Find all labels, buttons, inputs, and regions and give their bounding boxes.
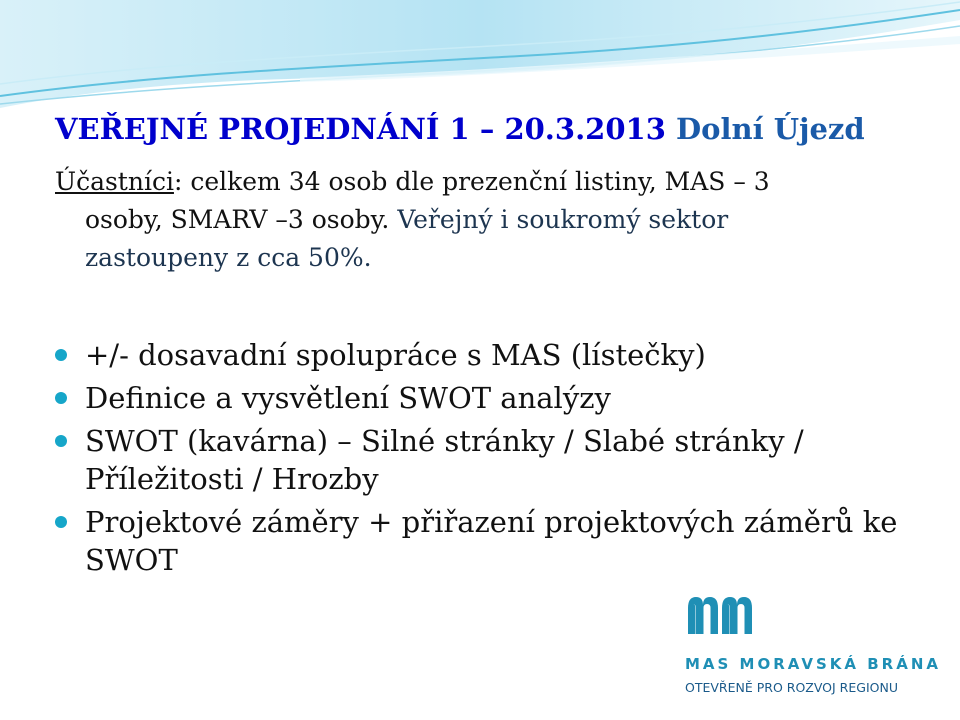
mm-logo-mark-icon	[685, 592, 755, 636]
bullet-text: SWOT (kavárna) – Silné stránky / Slabé stránky / Příležitosti / Hrozby	[85, 424, 804, 496]
agenda-bullet-list	[55, 336, 945, 584]
bullet-item	[55, 336, 945, 374]
bullet-text: +/- dosavadní spolupráce s MAS (lístečky)	[85, 338, 706, 372]
participants-paragraph	[55, 163, 915, 277]
bullet-item	[55, 503, 945, 579]
slide-title	[55, 112, 865, 146]
participants-line-3: zastoupeny z cca 50%.	[85, 243, 372, 272]
participants-line-1: : celkem 34 osob dle prezenční listiny, MAS – 3	[173, 167, 770, 196]
logo-tagline: OTEVŘENĚ PRO ROZVOJ REGIONU	[685, 680, 898, 695]
header-wave-decoration	[0, 0, 960, 120]
bullet-text: Projektové záměry + přiřazení projektových záměrů ke SWOT	[85, 505, 898, 577]
bullet-dot-icon	[55, 516, 67, 528]
title-main: VEŘEJNÉ PROJEDNÁNÍ 1 –	[55, 112, 505, 146]
participants-line-2a: osoby, SMARV –3 osoby.	[85, 205, 390, 234]
bullet-dot-icon	[55, 392, 67, 404]
bullet-text: Definice a vysvětlení SWOT analýzy	[85, 381, 611, 415]
title-date: 20.3.2013	[504, 112, 666, 146]
bullet-item	[55, 379, 945, 417]
logo-name: MAS MORAVSKÁ BRÁNA	[685, 655, 942, 673]
bullet-item	[55, 422, 945, 498]
title-place: Dolní Újezd	[665, 112, 865, 146]
mas-moravska-brana-logo	[668, 570, 960, 720]
bullet-dot-icon	[55, 349, 67, 361]
participants-line-2	[55, 201, 915, 239]
bullet-dot-icon	[55, 435, 67, 447]
participants-line-2b: Veřejný i soukromý sektor	[389, 205, 729, 234]
participants-label: Účastníci	[55, 167, 174, 196]
